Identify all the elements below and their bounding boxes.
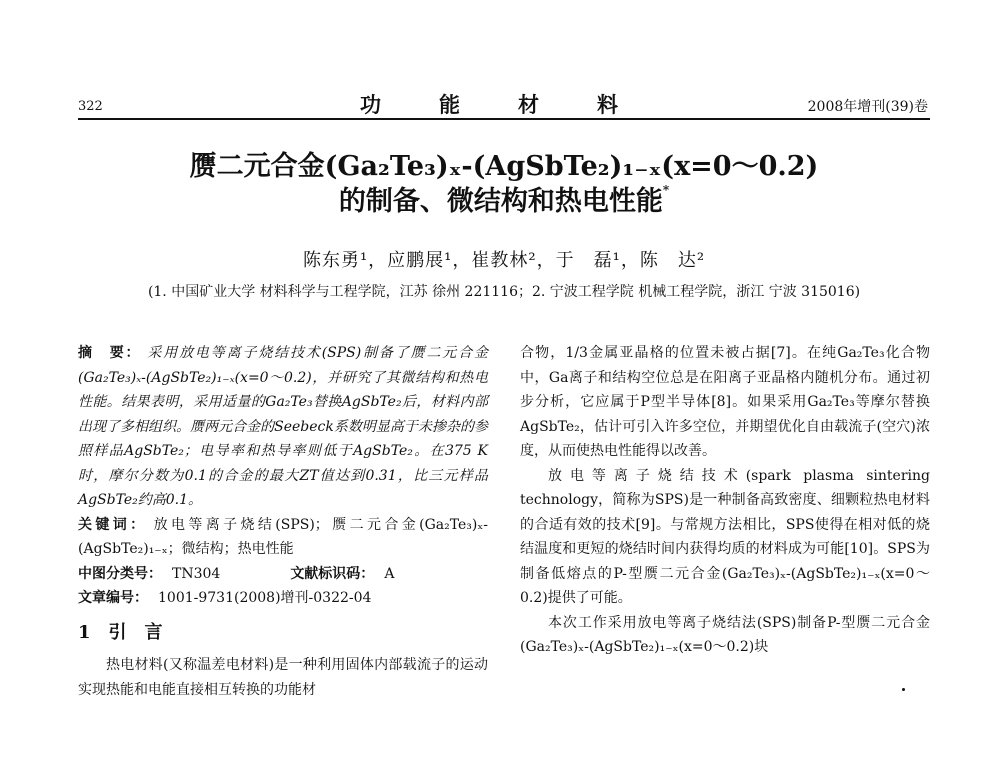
paper-title-line2: [78, 179, 930, 218]
left-column: [78, 341, 488, 702]
right-column: [520, 341, 930, 660]
keywords-label: 关键词：: [78, 516, 148, 533]
article-number-label: 文章编号：: [78, 590, 148, 606]
affiliations: (1. 中国矿业大学 材料科学与工程学院，江苏 徐州 221116；2. 宁波工程学院 机械工程学院，浙江 宁波 315016): [147, 284, 861, 300]
clc-value: TN304: [172, 565, 221, 582]
abstract-label: 摘 要：: [78, 345, 142, 361]
keywords-text: 放电等离子烧结(SPS)；赝二元合金(Ga₂Te₃)ₓ-(AgSbTe₂)₁₋ₓ；微结构；热电性能: [78, 516, 489, 557]
journal-issue: 2008年增刊(39)卷: [807, 99, 928, 115]
author-list: 陈东勇¹，应鹏展¹，崔教林²，于 磊¹，陈 达²: [302, 250, 706, 271]
article-number: [78, 586, 488, 611]
scan-speck: [902, 688, 905, 691]
right-paragraph-3: 本次工作采用放电等离子烧结法(SPS)制备P-型赝二元合金(Ga₂Te₃)ₓ-(AgSbTe₂)₁₋ₓ(x=0～0.2)块: [520, 614, 930, 655]
right-paragraph-1: 合物，1/3金属亚晶格的位置未被占据[7]。在纯Ga₂Te₃化合物中，Ga离子和结构空位总是在阳离子亚晶格内随机分布。通过初步分析，它应属于P型半导体[8]。如果采用Ga₂Te₃等摩尔替换AgSbTe₂，估计可引入许多空位，并期望优化自由载流子(空穴)浓度，从而使热电性能得以改善。: [520, 345, 930, 459]
header-rule: [78, 118, 930, 120]
title-footnote-marker: *: [662, 183, 670, 197]
doc-code-value: A: [384, 565, 395, 582]
keywords: [78, 513, 488, 562]
abstract-text: 采用放电等离子烧结技术(SPS)制备了赝二元合金(Ga₂Te₃)ₓ-(AgSbTe₂)₁₋ₓ(x=0～0.2)，并研究了其微结构和热电性能。结果表明，采用适量的Ga₂Te₃替换AgSbTe₂后，材料内部出现了多相组织。赝两元合金的Seebeck系数明显高于未掺杂的参照样品AgSbTe₂；电导率和热导率则低于AgSbTe₂。在375 K时，摩尔分数为0.1的合金的最大ZT值达到0.31，比三元样品AgSbTe₂约高0.1。: [78, 345, 488, 508]
classification: [78, 562, 488, 587]
clc-label: 中图分类号：: [78, 565, 162, 582]
abstract: [78, 341, 488, 513]
intro-paragraph: 热电材料(又称温差电材料)是一种利用固体内部载流子的运动实现热能和电能直接相互转换的功能材: [78, 657, 488, 698]
article-number-value: 1001-9731(2008)增刊-0322-04: [158, 590, 372, 606]
paper-title-line2-text: 的制备、微结构和热电性能: [338, 186, 663, 217]
doc-code-label: 文献标识码：: [290, 565, 375, 582]
right-paragraph-2: 放电等离子烧结技术(spark plasma sintering technology，简称为SPS)是一种制备高致密度、细颗粒热电材料的合适有效的技术[9]。与常规方法相比，SPS使得在相对低的烧结温度和更短的烧结时间内获得均质的材料成为可能[10]。SPS为制备低熔点的P-型赝二元合金(Ga₂Te₃)ₓ-(AgSbTe₂)₁₋ₓ(x=0～0.2)提供了可能。: [520, 467, 930, 606]
journal-name: 功能材料: [360, 92, 676, 117]
paper-title-line1: 赝二元合金(Ga₂Te₃)ₓ-(AgSbTe₂)₁₋ₓ(x=0～0.2): [189, 151, 819, 182]
page-number: 322: [78, 99, 103, 114]
section-heading-intro: 1 引 言: [78, 621, 163, 643]
